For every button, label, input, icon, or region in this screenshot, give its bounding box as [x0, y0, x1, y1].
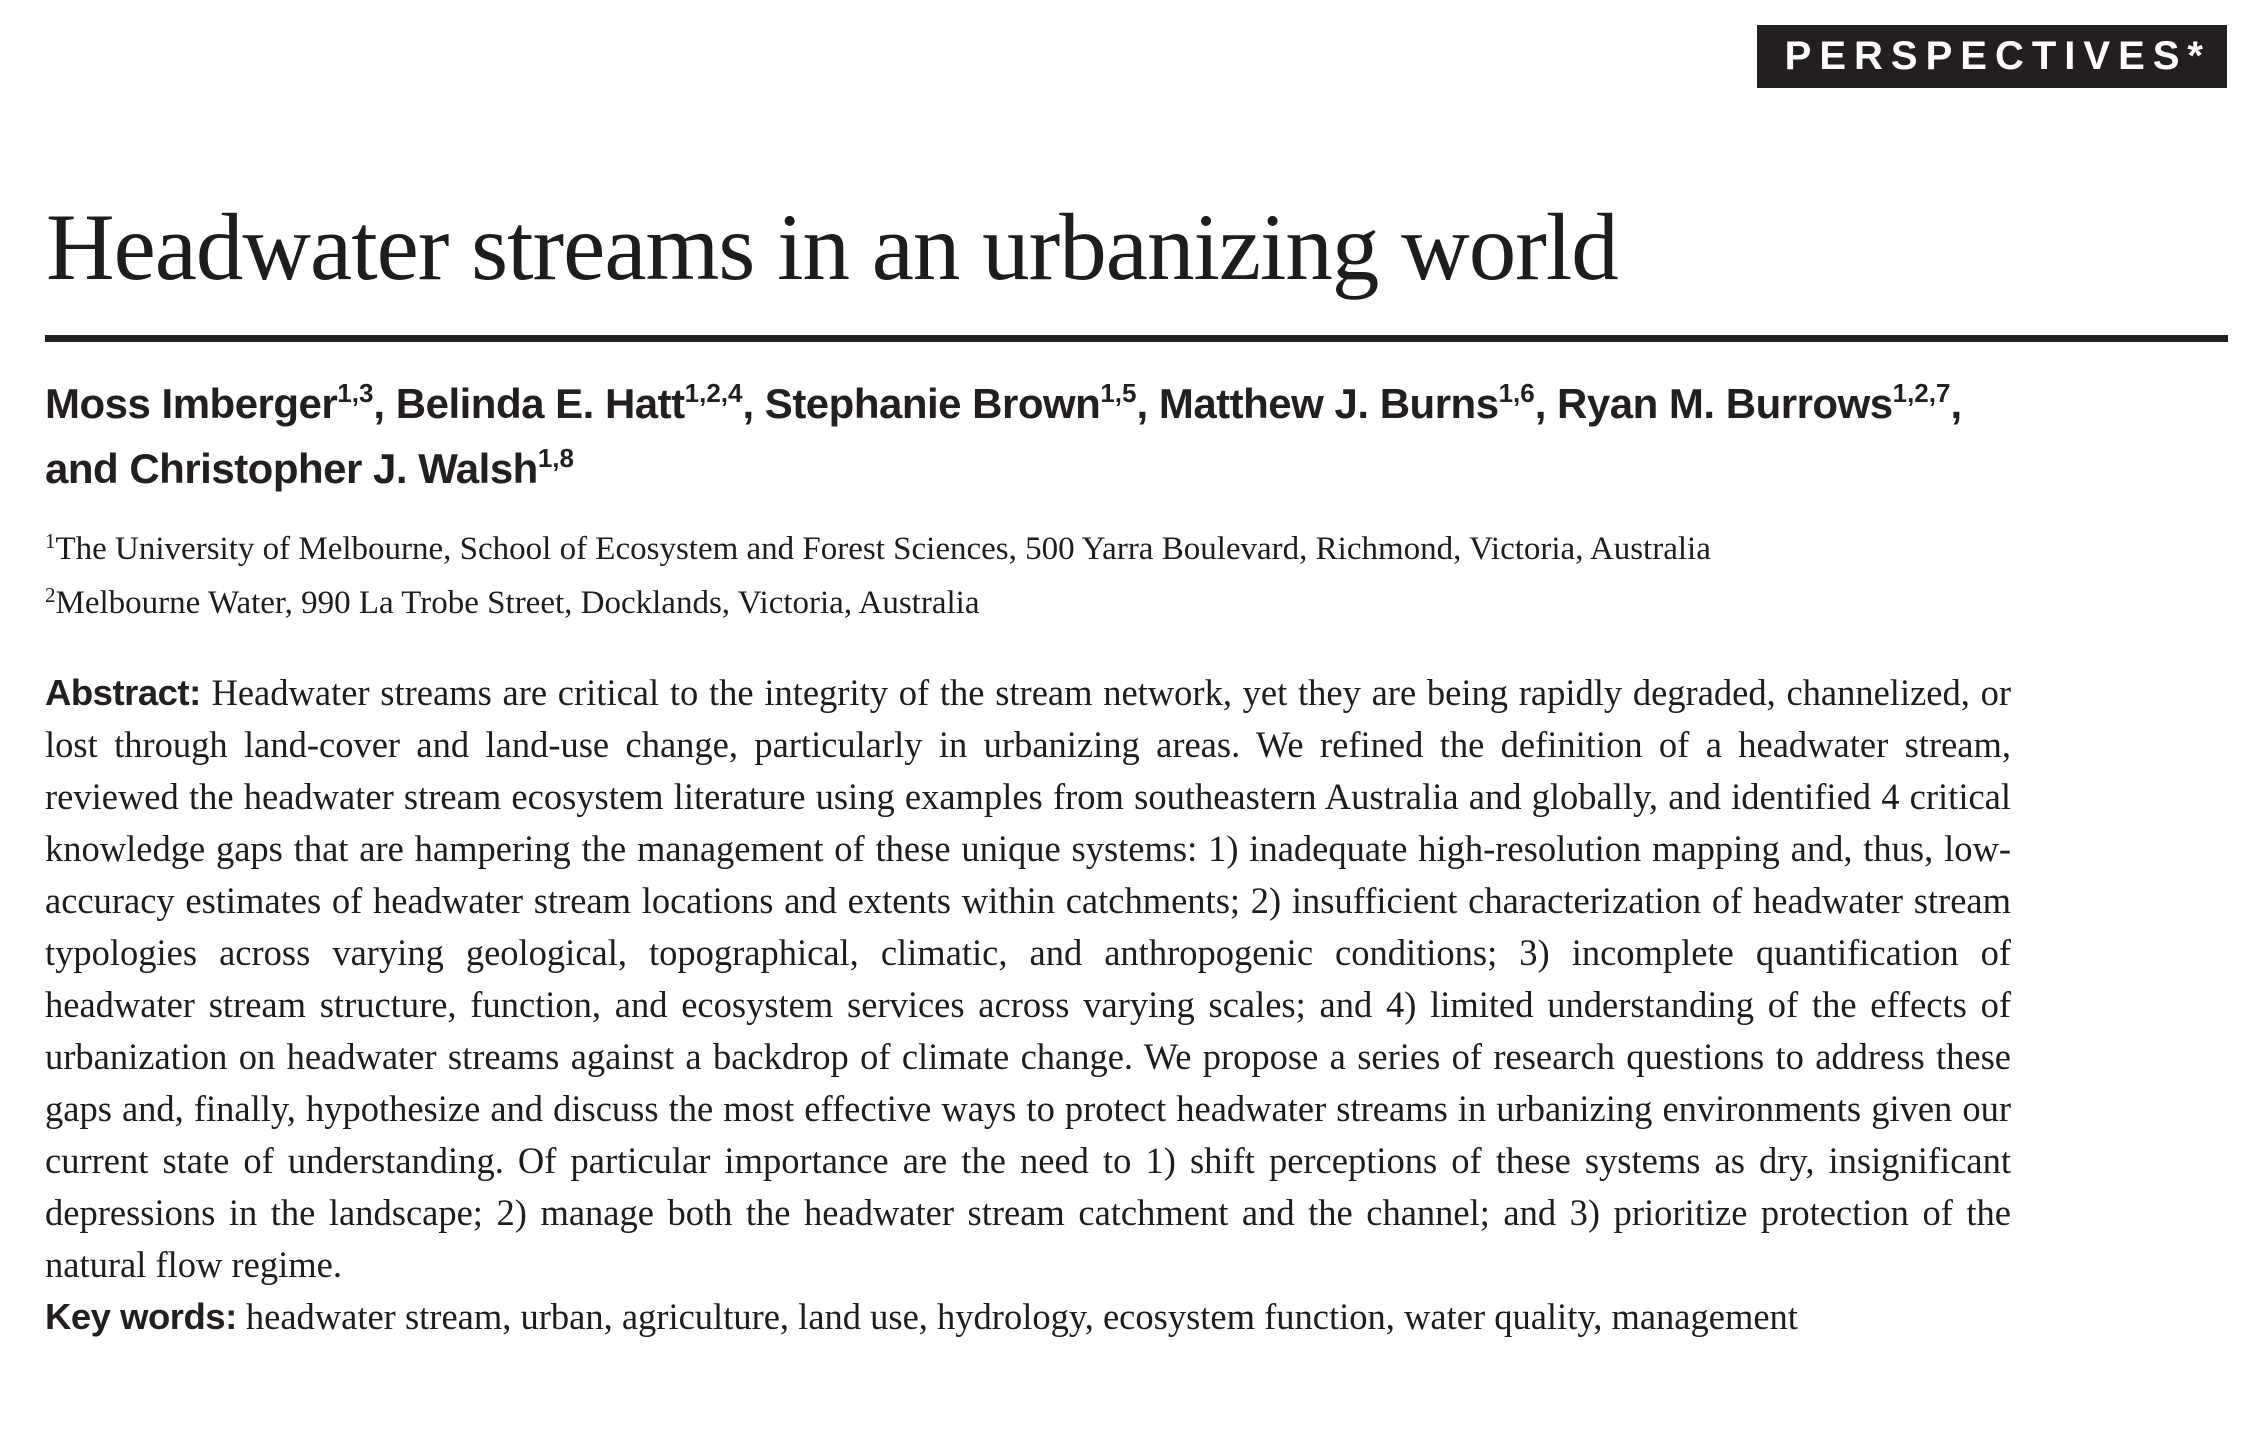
author-line-1: [45, 374, 2145, 439]
author-name: , Matthew J. Burns: [1136, 380, 1499, 427]
affiliation-list: [45, 524, 2145, 632]
author-affiliation-sup: 1,2,7: [1892, 378, 1951, 408]
author-name: and Christopher J. Walsh: [45, 445, 538, 492]
author-name: , Ryan M. Burrows: [1534, 380, 1893, 427]
affiliation-number-sup: 2: [45, 583, 56, 607]
author-affiliation-sup: 1,3: [337, 378, 374, 408]
affiliation-number-sup: 1: [45, 529, 56, 553]
author-affiliation-sup: 1,5: [1100, 378, 1137, 408]
keywords-paragraph: [45, 1291, 2011, 1343]
title-divider-rule: [45, 335, 2228, 342]
keywords-label: Key words:: [45, 1296, 237, 1337]
page-title: Headwater streams in an urbanizing world: [46, 194, 1618, 300]
abstract-paragraph: [45, 667, 2011, 1291]
author-affiliation-sup: 1,2,4: [684, 378, 743, 408]
affiliation-text: Melbourne Water, 990 La Trobe Street, Docklands, Victoria, Australia: [55, 585, 980, 621]
abstract-label: Abstract:: [45, 672, 201, 713]
author-affiliation-sup: 1,8: [537, 443, 574, 473]
abstract-section: [45, 667, 2011, 1343]
affiliation-item: [45, 524, 2145, 578]
perspectives-badge: [1757, 25, 2227, 88]
affiliation-text: The University of Melbourne, School of Ecosystem and Forest Sciences, 500 Yarra Boulevard, Richmond, Victoria, Australia: [55, 531, 1711, 567]
author-name: , Belinda E. Hatt: [373, 380, 685, 427]
author-name: , Stephanie Brown: [742, 380, 1101, 427]
keywords-text: headwater stream, urban, agriculture, land use, hydrology, ecosystem function, water quality, management: [245, 1296, 1798, 1337]
affiliation-item: [45, 578, 2145, 632]
author-name: Moss Imberger: [45, 380, 338, 427]
author-affiliation-sup: 1,6: [1498, 378, 1535, 408]
abstract-text: Headwater streams are critical to the integrity of the stream network, yet they are being rapidly degraded, channelized, or lost through land-cover and land-use change, particularly in urbanizing areas. We refined the definition of a headwater stream, reviewed the headwater stream ecosystem literature using examples from southeastern Australia and globally, and identified 4 critical knowledge gaps that are hampering the management of these unique systems: 1) inadequate high-resolution mapping and, thus, low-accuracy estimates of headwater stream locations and extents within catchments; 2) insufficient characterization of headwater stream typologies across varying geological, topographical, climatic, and anthropogenic conditions; 3) incomplete quantification of headwater stream structure, function, and ecosystem services across varying scales; and 4) limited understanding of the effects of urbanization on headwater streams against a backdrop of climate change. We propose a series of research questions to address these gaps and, finally, hypothesize and discuss the most effective ways to protect headwater streams in urbanizing environments given our current state of understanding. Of particular importance are the need to 1) shift perceptions of these systems as dry, insignificant depressions in the landscape; 2) manage both the headwater stream catchment and the channel; and 3) prioritize protection of the natural flow regime.: [45, 672, 2012, 1285]
perspectives-badge-label: PERSPECTIVES*: [1784, 34, 2211, 78]
author-separator: ,: [1950, 380, 1962, 427]
author-line-2: [45, 439, 2145, 504]
author-list: [45, 374, 2145, 504]
